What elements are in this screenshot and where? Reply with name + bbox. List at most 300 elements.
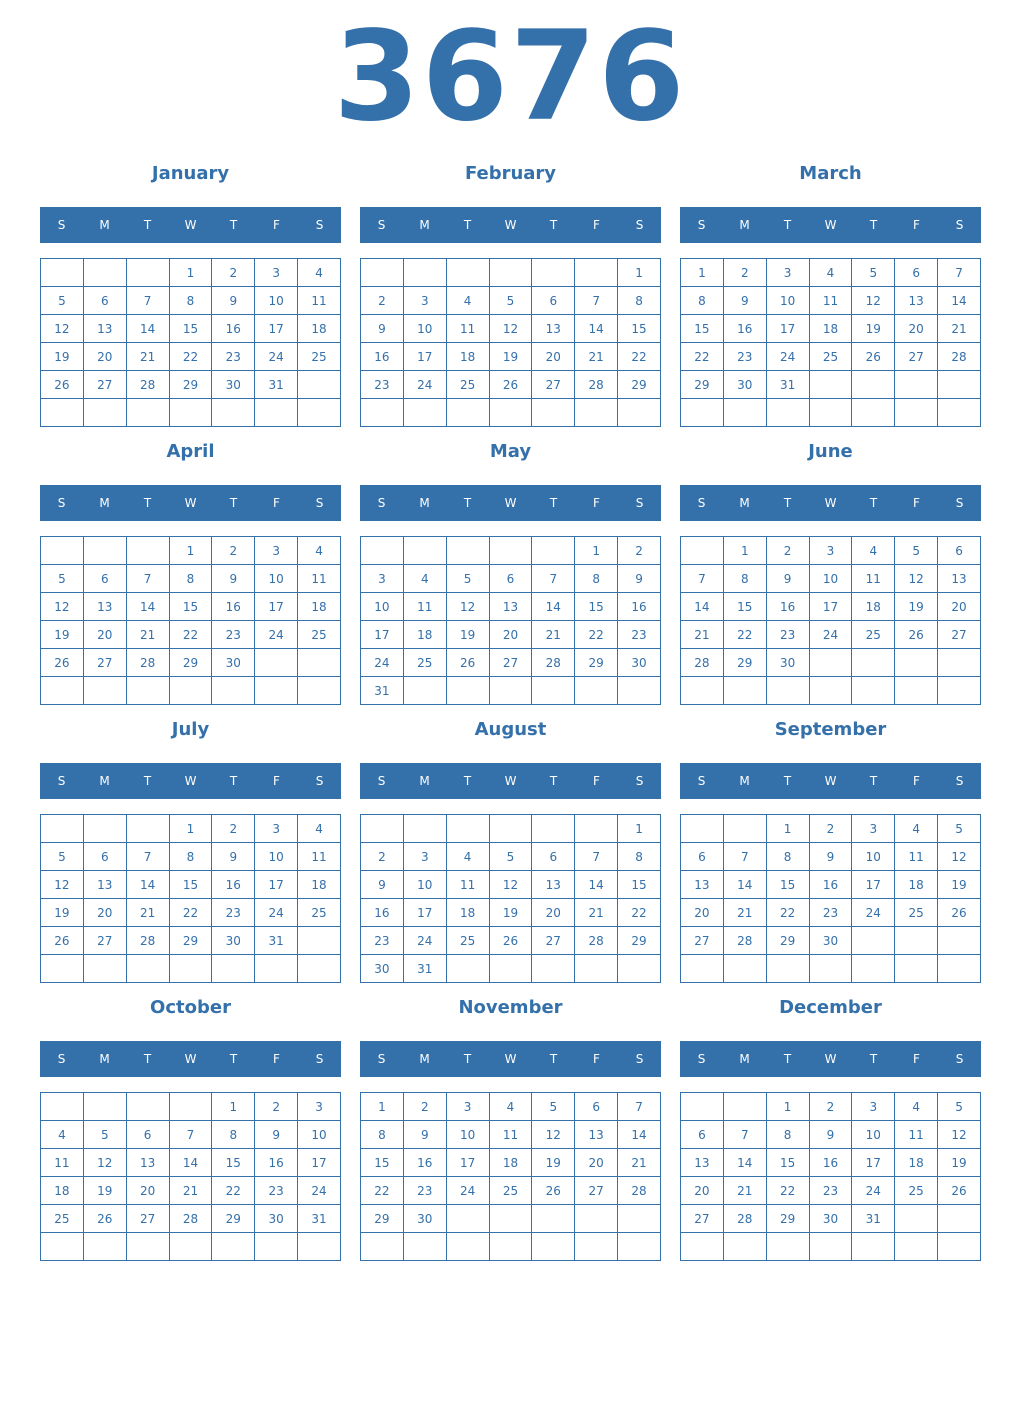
empty-cell — [41, 815, 84, 843]
week-row — [41, 1177, 341, 1205]
day-cell: 9 — [766, 565, 809, 593]
day-cell: 15 — [723, 593, 766, 621]
weekday-label: F — [593, 218, 600, 232]
day-cell: 17 — [852, 871, 895, 899]
week-row — [681, 871, 981, 899]
day-cell: 17 — [446, 1149, 489, 1177]
empty-cell — [361, 815, 404, 843]
day-cell: 1 — [618, 815, 661, 843]
day-cell: 21 — [532, 621, 575, 649]
day-cell: 4 — [852, 537, 895, 565]
weekday-label: S — [697, 496, 706, 510]
day-cell: 25 — [298, 621, 341, 649]
day-grid — [360, 536, 661, 705]
weekday-label: W — [184, 1052, 197, 1066]
day-cell: 13 — [489, 593, 532, 621]
day-cell: 10 — [255, 287, 298, 315]
empty-cell — [575, 955, 618, 983]
day-cell: 3 — [298, 1093, 341, 1121]
empty-cell — [852, 677, 895, 705]
week-row — [41, 899, 341, 927]
day-cell: 10 — [852, 843, 895, 871]
day-cell: 24 — [403, 927, 446, 955]
day-cell: 8 — [723, 565, 766, 593]
day-cell: 29 — [169, 371, 212, 399]
day-cell: 30 — [255, 1205, 298, 1233]
empty-cell — [766, 1233, 809, 1261]
day-cell: 29 — [169, 927, 212, 955]
empty-cell — [41, 399, 84, 427]
day-cell: 8 — [169, 287, 212, 315]
empty-cell — [681, 955, 724, 983]
day-cell: 13 — [532, 871, 575, 899]
day-cell: 31 — [361, 677, 404, 705]
day-cell: 8 — [212, 1121, 255, 1149]
day-cell: 17 — [255, 871, 298, 899]
weekday-label: T — [463, 218, 472, 232]
empty-cell — [169, 677, 212, 705]
day-cell: 23 — [255, 1177, 298, 1205]
week-row — [681, 1093, 981, 1121]
empty-cell — [489, 399, 532, 427]
day-cell: 27 — [83, 371, 126, 399]
day-cell: 7 — [126, 843, 169, 871]
day-cell: 1 — [723, 537, 766, 565]
empty-cell — [212, 1233, 255, 1261]
weekday-label: M — [99, 1052, 110, 1066]
day-cell: 14 — [575, 871, 618, 899]
day-cell: 26 — [83, 1205, 126, 1233]
month-name: March — [799, 163, 862, 184]
day-cell: 11 — [809, 287, 852, 315]
day-cell: 16 — [766, 593, 809, 621]
weekday-label: S — [697, 1052, 706, 1066]
day-cell: 23 — [212, 621, 255, 649]
empty-cell — [446, 1233, 489, 1261]
empty-cell — [723, 1233, 766, 1261]
weekday-label: S — [955, 218, 964, 232]
day-cell: 15 — [169, 315, 212, 343]
week-row — [41, 259, 341, 287]
weekday-label: S — [377, 496, 386, 510]
day-cell: 9 — [618, 565, 661, 593]
day-cell: 9 — [212, 287, 255, 315]
empty-cell — [766, 677, 809, 705]
day-cell: 26 — [895, 621, 938, 649]
empty-cell — [403, 1233, 446, 1261]
day-cell: 30 — [618, 649, 661, 677]
week-row — [41, 927, 341, 955]
empty-cell — [403, 259, 446, 287]
day-grid — [680, 536, 981, 705]
empty-cell — [938, 1233, 981, 1261]
week-row — [41, 677, 341, 705]
day-cell: 20 — [532, 899, 575, 927]
empty-cell — [126, 677, 169, 705]
week-row — [41, 315, 341, 343]
day-cell: 22 — [766, 899, 809, 927]
day-cell: 20 — [83, 621, 126, 649]
day-cell: 18 — [895, 871, 938, 899]
weekday-label: M — [419, 774, 430, 788]
day-cell: 28 — [532, 649, 575, 677]
week-row — [41, 537, 341, 565]
day-cell: 4 — [895, 815, 938, 843]
day-cell: 30 — [361, 955, 404, 983]
day-cell: 2 — [403, 1093, 446, 1121]
day-cell: 15 — [766, 1149, 809, 1177]
day-cell: 21 — [575, 343, 618, 371]
empty-cell — [895, 399, 938, 427]
day-cell: 20 — [681, 899, 724, 927]
empty-cell — [255, 677, 298, 705]
weekday-label: S — [635, 1052, 644, 1066]
empty-cell — [361, 259, 404, 287]
day-grid — [40, 814, 341, 983]
day-cell: 4 — [298, 815, 341, 843]
day-cell: 21 — [126, 343, 169, 371]
empty-cell — [938, 955, 981, 983]
week-row — [361, 1177, 661, 1205]
day-cell: 7 — [126, 565, 169, 593]
day-cell: 23 — [361, 927, 404, 955]
day-cell: 21 — [723, 1177, 766, 1205]
day-cell: 25 — [41, 1205, 84, 1233]
day-cell: 26 — [938, 899, 981, 927]
day-cell: 16 — [255, 1149, 298, 1177]
weekday-label: T — [463, 774, 472, 788]
day-cell: 21 — [618, 1149, 661, 1177]
day-cell: 12 — [446, 593, 489, 621]
weekday-label: W — [824, 774, 837, 788]
day-cell: 22 — [575, 621, 618, 649]
day-cell: 25 — [446, 371, 489, 399]
week-row — [681, 593, 981, 621]
day-cell: 25 — [403, 649, 446, 677]
day-cell: 1 — [169, 259, 212, 287]
day-cell: 15 — [618, 871, 661, 899]
week-row — [41, 1205, 341, 1233]
weekday-label: T — [869, 1052, 878, 1066]
week-row — [361, 1233, 661, 1261]
day-cell: 23 — [723, 343, 766, 371]
day-cell: 25 — [298, 899, 341, 927]
week-row — [681, 677, 981, 705]
day-cell: 26 — [41, 927, 84, 955]
weekday-label: S — [955, 774, 964, 788]
weekday-header — [40, 763, 341, 799]
day-cell: 13 — [681, 871, 724, 899]
day-grid — [40, 536, 341, 705]
day-cell: 4 — [298, 259, 341, 287]
day-cell: 8 — [681, 287, 724, 315]
empty-cell — [298, 649, 341, 677]
weekday-label: T — [869, 218, 878, 232]
empty-cell — [532, 1233, 575, 1261]
day-cell: 5 — [446, 565, 489, 593]
day-cell: 31 — [255, 371, 298, 399]
empty-cell — [126, 1233, 169, 1261]
day-cell: 29 — [361, 1205, 404, 1233]
day-cell: 20 — [938, 593, 981, 621]
day-cell: 14 — [169, 1149, 212, 1177]
day-cell: 10 — [255, 565, 298, 593]
day-cell: 24 — [809, 621, 852, 649]
day-cell: 13 — [126, 1149, 169, 1177]
day-cell: 11 — [298, 565, 341, 593]
empty-cell — [681, 537, 724, 565]
week-row — [41, 565, 341, 593]
weekday-label: T — [143, 218, 152, 232]
empty-cell — [83, 677, 126, 705]
day-cell: 4 — [298, 537, 341, 565]
weekday-label: S — [315, 1052, 324, 1066]
empty-cell — [852, 399, 895, 427]
day-grid — [680, 1092, 981, 1261]
empty-cell — [532, 537, 575, 565]
day-cell: 20 — [681, 1177, 724, 1205]
day-cell: 25 — [895, 1177, 938, 1205]
day-cell: 28 — [169, 1205, 212, 1233]
day-cell: 11 — [489, 1121, 532, 1149]
day-cell: 27 — [126, 1205, 169, 1233]
day-cell: 18 — [852, 593, 895, 621]
month-name: October — [150, 997, 231, 1018]
day-cell: 9 — [809, 843, 852, 871]
day-cell: 1 — [766, 1093, 809, 1121]
day-cell: 21 — [126, 621, 169, 649]
weekday-label: S — [57, 218, 66, 232]
empty-cell — [852, 927, 895, 955]
empty-cell — [895, 677, 938, 705]
empty-cell — [895, 371, 938, 399]
empty-cell — [489, 955, 532, 983]
day-cell: 3 — [446, 1093, 489, 1121]
empty-cell — [532, 399, 575, 427]
day-cell: 21 — [169, 1177, 212, 1205]
day-cell: 22 — [618, 343, 661, 371]
week-row — [41, 287, 341, 315]
empty-cell — [126, 815, 169, 843]
day-cell: 14 — [723, 1149, 766, 1177]
day-cell: 19 — [938, 1149, 981, 1177]
empty-cell — [938, 371, 981, 399]
day-cell: 10 — [809, 565, 852, 593]
week-row — [681, 843, 981, 871]
empty-cell — [212, 399, 255, 427]
day-cell: 11 — [41, 1149, 84, 1177]
weekday-header — [680, 485, 981, 521]
day-cell: 7 — [169, 1121, 212, 1149]
day-cell: 5 — [41, 287, 84, 315]
weekday-label: S — [697, 774, 706, 788]
day-cell: 6 — [938, 537, 981, 565]
empty-cell — [895, 1233, 938, 1261]
empty-cell — [809, 649, 852, 677]
empty-cell — [212, 677, 255, 705]
day-cell: 22 — [681, 343, 724, 371]
empty-cell — [532, 677, 575, 705]
weekday-label: F — [913, 774, 920, 788]
weekday-label: T — [229, 496, 238, 510]
week-row — [361, 259, 661, 287]
day-cell: 2 — [809, 815, 852, 843]
day-cell: 13 — [83, 315, 126, 343]
day-cell: 15 — [361, 1149, 404, 1177]
day-cell: 4 — [809, 259, 852, 287]
week-row — [681, 287, 981, 315]
day-cell: 27 — [532, 371, 575, 399]
day-cell: 11 — [446, 871, 489, 899]
empty-cell — [489, 259, 532, 287]
day-cell: 7 — [126, 287, 169, 315]
empty-cell — [298, 927, 341, 955]
empty-cell — [446, 815, 489, 843]
day-cell: 11 — [895, 1121, 938, 1149]
empty-cell — [255, 955, 298, 983]
day-cell: 29 — [169, 649, 212, 677]
weekday-label: S — [635, 218, 644, 232]
day-cell: 29 — [618, 927, 661, 955]
day-cell: 30 — [766, 649, 809, 677]
day-cell: 7 — [575, 287, 618, 315]
weekday-label: F — [913, 1052, 920, 1066]
day-cell: 10 — [446, 1121, 489, 1149]
day-cell: 7 — [618, 1093, 661, 1121]
week-row — [361, 343, 661, 371]
empty-cell — [255, 1233, 298, 1261]
day-cell: 11 — [403, 593, 446, 621]
day-cell: 4 — [41, 1121, 84, 1149]
weekday-label: T — [143, 496, 152, 510]
day-grid — [360, 814, 661, 983]
weekday-label: F — [273, 774, 280, 788]
day-cell: 20 — [532, 343, 575, 371]
day-cell: 14 — [723, 871, 766, 899]
day-cell: 2 — [361, 287, 404, 315]
day-cell: 20 — [83, 343, 126, 371]
empty-cell — [169, 1233, 212, 1261]
day-cell: 12 — [489, 315, 532, 343]
weekday-label: S — [697, 218, 706, 232]
weekday-label: W — [504, 1052, 517, 1066]
week-row — [361, 899, 661, 927]
weekday-label: T — [143, 1052, 152, 1066]
empty-cell — [681, 677, 724, 705]
empty-cell — [681, 1233, 724, 1261]
week-row — [681, 899, 981, 927]
day-cell: 25 — [489, 1177, 532, 1205]
weekday-label: T — [783, 496, 792, 510]
empty-cell — [489, 1233, 532, 1261]
weekday-label: S — [377, 218, 386, 232]
day-cell: 17 — [766, 315, 809, 343]
empty-cell — [83, 1093, 126, 1121]
day-cell: 9 — [212, 565, 255, 593]
day-cell: 21 — [723, 899, 766, 927]
day-cell: 31 — [298, 1205, 341, 1233]
weekday-label: T — [229, 774, 238, 788]
week-row — [361, 287, 661, 315]
day-cell: 15 — [212, 1149, 255, 1177]
day-cell: 1 — [361, 1093, 404, 1121]
empty-cell — [489, 537, 532, 565]
empty-cell — [41, 1093, 84, 1121]
week-row — [361, 871, 661, 899]
empty-cell — [126, 259, 169, 287]
day-cell: 5 — [41, 843, 84, 871]
weekday-label: S — [635, 774, 644, 788]
weekday-label: M — [99, 496, 110, 510]
day-cell: 19 — [41, 621, 84, 649]
week-row — [41, 1121, 341, 1149]
empty-cell — [723, 677, 766, 705]
week-row — [681, 955, 981, 983]
day-cell: 5 — [852, 259, 895, 287]
day-cell: 14 — [126, 871, 169, 899]
empty-cell — [361, 399, 404, 427]
weekday-label: T — [463, 496, 472, 510]
day-cell: 17 — [255, 593, 298, 621]
day-cell: 21 — [938, 315, 981, 343]
day-cell: 27 — [83, 649, 126, 677]
day-cell: 30 — [809, 1205, 852, 1233]
day-cell: 5 — [938, 1093, 981, 1121]
day-cell: 16 — [361, 899, 404, 927]
day-cell: 22 — [169, 899, 212, 927]
week-row — [41, 843, 341, 871]
week-row — [361, 927, 661, 955]
weekday-header — [40, 1041, 341, 1077]
weekday-label: F — [913, 218, 920, 232]
day-cell: 20 — [575, 1149, 618, 1177]
day-cell: 28 — [681, 649, 724, 677]
week-row — [361, 677, 661, 705]
day-cell: 22 — [169, 621, 212, 649]
day-cell: 24 — [255, 899, 298, 927]
day-grid — [40, 258, 341, 427]
day-cell: 3 — [766, 259, 809, 287]
day-cell: 21 — [126, 899, 169, 927]
day-cell: 7 — [723, 843, 766, 871]
day-cell: 2 — [361, 843, 404, 871]
day-cell: 1 — [766, 815, 809, 843]
weekday-label: S — [57, 1052, 66, 1066]
day-cell: 18 — [809, 315, 852, 343]
day-cell: 30 — [403, 1205, 446, 1233]
day-cell: 2 — [618, 537, 661, 565]
day-cell: 10 — [255, 843, 298, 871]
day-cell: 13 — [83, 593, 126, 621]
day-cell: 6 — [681, 843, 724, 871]
day-cell: 9 — [403, 1121, 446, 1149]
empty-cell — [618, 399, 661, 427]
empty-cell — [852, 649, 895, 677]
day-cell: 13 — [83, 871, 126, 899]
day-cell: 19 — [532, 1149, 575, 1177]
empty-cell — [255, 399, 298, 427]
day-cell: 29 — [575, 649, 618, 677]
week-row — [41, 343, 341, 371]
week-row — [41, 955, 341, 983]
empty-cell — [575, 815, 618, 843]
empty-cell — [532, 815, 575, 843]
day-cell: 22 — [766, 1177, 809, 1205]
day-cell: 6 — [126, 1121, 169, 1149]
empty-cell — [809, 677, 852, 705]
day-cell: 7 — [532, 565, 575, 593]
empty-cell — [895, 955, 938, 983]
